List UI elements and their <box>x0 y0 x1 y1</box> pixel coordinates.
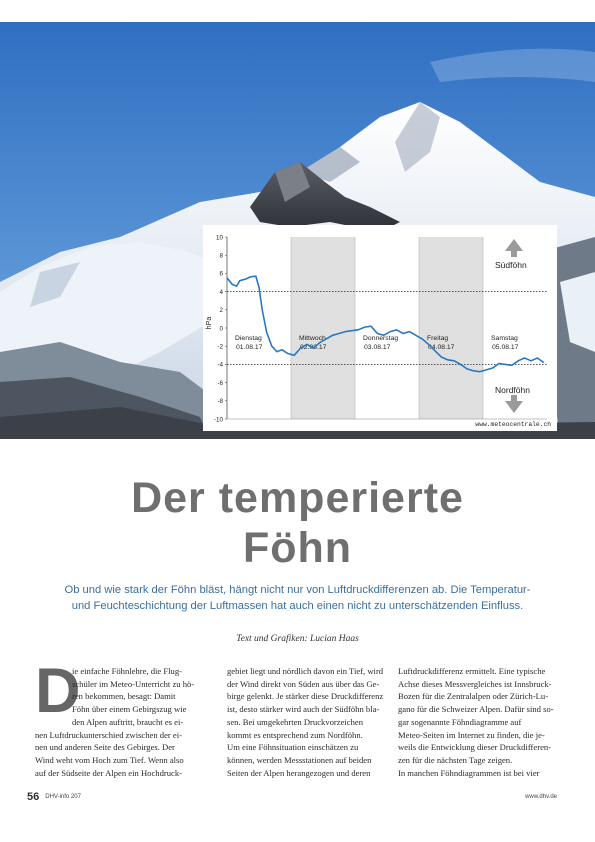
article-lead <box>60 582 535 614</box>
y-tick-label: 0 <box>219 325 223 333</box>
col3-line: Achse dieses Messvergleiches ist Innsbruck- <box>398 678 552 689</box>
day-name-label: Donnerstag <box>363 335 399 342</box>
y-tick-label: -6 <box>217 379 223 387</box>
col3-line: Bozen für die Zentralalpen oder Zürich-Lu- <box>398 691 549 702</box>
chart-svg <box>203 225 557 431</box>
annotation-nordfoehn: Nordföhn <box>495 385 530 395</box>
day-name-label: Dienstag <box>235 335 262 342</box>
y-tick-label: 6 <box>219 270 223 278</box>
col1-line: Föhn über einem Gebirgszug wie <box>72 704 187 715</box>
col1-line: nen und anderen Seite des Gebirges. Der <box>35 742 175 753</box>
day-date-label: 05.08.17 <box>492 344 519 351</box>
article-title-line1: Der temperierte <box>131 474 464 522</box>
publication-name: DHV-info 207 <box>45 794 81 800</box>
col2-line: Seiten der Alpen herangezogen und deren <box>227 767 371 778</box>
y-tick-label: 10 <box>215 234 223 242</box>
day-date-label: 01.08.17 <box>236 344 263 351</box>
footer-left <box>27 791 81 803</box>
col3-line: In manchen Föhndiagrammen ist bei vier <box>398 767 540 778</box>
lead-line1: Ob und wie stark der Föhn bläst, hängt nicht nur von Luftdruckdifferenzen ab. Die Temperatur- <box>64 584 531 596</box>
col1-line: ren bekommen, besagt: Damit <box>72 691 176 702</box>
footer-url: www.dhv.de <box>525 794 557 800</box>
col2-line: Um eine Föhnsituation einschätzen zu <box>227 742 359 753</box>
col1-line: auf der Südseite der Alpen ein Hochdruck- <box>35 767 182 778</box>
col2-line: kommt es entsprechend zum Nordföhn. <box>227 729 363 740</box>
col3-line: weils die Entwicklung dieser Druckdifferen- <box>398 742 552 753</box>
dropcap: D <box>35 656 81 726</box>
col3-line: gar sogenannte Föhndiagramme auf <box>398 716 522 727</box>
col2-line: gebiet liegt und nördlich davon ein Tief, wird <box>227 666 384 676</box>
col1-line: den Alpen auftritt, braucht es ei- <box>72 716 184 727</box>
text-column-2 <box>227 665 386 779</box>
col2-line: können, werden Messstationen auf beiden <box>227 754 372 765</box>
col2-line: birge gelenkt. Je stärker diese Druckdifferenz <box>227 691 384 702</box>
y-tick-label: 8 <box>219 252 223 260</box>
text-column-1 <box>35 665 194 779</box>
page-number: 56 <box>27 791 40 803</box>
y-tick-label: -8 <box>217 398 223 406</box>
annotation-suedfoehn: Südföhn <box>495 260 527 270</box>
arrow-down-icon <box>505 395 523 413</box>
col1-line: Wind weht vom Hoch zum Tief. Wenn also <box>35 754 184 765</box>
foehn-pressure-chart <box>203 225 557 431</box>
y-tick-label: -4 <box>217 361 223 369</box>
col3-line: Meteo-Seiten im Internet zu finden, die je- <box>398 729 545 740</box>
day-name-label: Samstag <box>491 335 518 342</box>
y-tick-label: 2 <box>219 307 223 315</box>
day-name-label: Mittwoch <box>299 335 326 342</box>
y-axis-label: hPa <box>206 316 213 330</box>
col3-line: Luftdruckdifferenz ermittelt. Eine typische <box>398 666 546 676</box>
col1-line: nen Luftdruckunterschied zwischen der ei- <box>35 729 182 740</box>
source-label: www.meteocentrale.ch <box>475 421 551 428</box>
lead-line2: und Feuchteschichtung der Luftmassen hat auch einen nicht zu unterschätzenden Einfluss. <box>71 600 524 612</box>
day-date-label: 03.08.17 <box>364 344 391 351</box>
col1-line: ie einfache Föhnlehre, die Flug- <box>72 666 183 676</box>
col2-line: ist, desto stärker wird auch der Südföhn bla- <box>227 704 380 715</box>
series-line <box>227 276 544 372</box>
col3-line: gano für die Schweizer Alpen. Dafür sind so- <box>398 704 554 715</box>
day-date-label: 02.08.17 <box>300 344 327 351</box>
shade-day-4 <box>419 237 483 419</box>
arrow-up-icon <box>505 239 523 257</box>
article-title-line2: Föhn <box>242 524 353 572</box>
day-date-label: 04.08.17 <box>428 344 455 351</box>
byline: Text und Grafiken: Lucian Haas <box>236 634 359 644</box>
col2-line: der Wind direkt von Süden aus über das Ge- <box>227 678 380 689</box>
day-name-label: Freitag <box>427 335 449 342</box>
y-tick-label: -2 <box>217 343 223 351</box>
col1-line: schüler im Meteo-Unterricht zu hö- <box>72 678 195 689</box>
shade-day-2 <box>291 237 355 419</box>
text-column-3 <box>398 665 557 779</box>
col2-line: sen. Bei umgekehrten Druckvorzeichen <box>227 716 364 727</box>
y-tick-label: 4 <box>219 288 223 296</box>
y-tick-label: -10 <box>213 416 223 424</box>
col3-line: zen für die nächsten Tage zeigen. <box>398 754 513 765</box>
